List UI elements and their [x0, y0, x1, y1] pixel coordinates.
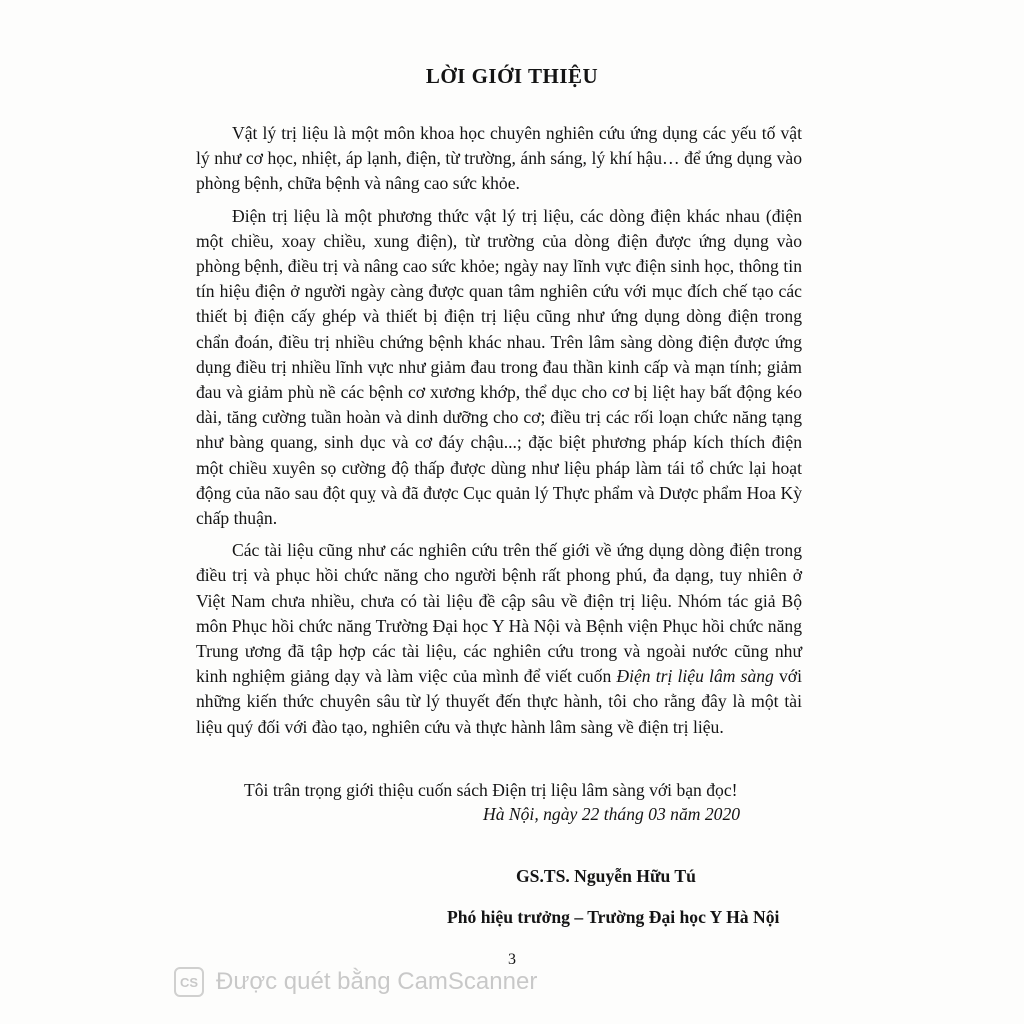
camscanner-watermark — [174, 966, 537, 998]
body-text — [196, 121, 802, 747]
signature-role: Phó hiệu trưởng – Trường Đại học Y Hà Nội — [447, 907, 780, 927]
paragraph-1: Vật lý trị liệu là một môn khoa học chuyên nghiên cứu ứng dụng các yếu tố vật lý như cơ học, nhiệt, áp lạnh, điện, từ trường, ánh sáng, lý khí hậu… để ứng dụng vào phòng bệnh, chữa bệnh và nâng cao sức khỏe. — [196, 123, 802, 194]
watermark-text: Được quét bằng CamScanner — [216, 968, 538, 995]
paragraph-3-part-2: với những kiến thức chuyên sâu từ lý thuyết đến thực hành, tôi cho rằng đây là một tài liệu quý đối với đào tạo, nghiên cứu và thực hành lâm sàng về điện trị liệu. — [196, 666, 802, 737]
book-title-italic: Điện trị liệu lâm sàng — [616, 666, 774, 687]
page-number: 3 — [508, 951, 516, 968]
paragraph-3 — [196, 538, 802, 740]
paragraph-2: Điện trị liệu là một phương thức vật lý trị liệu, các dòng điện khác nhau (điện một chiều, xoay chiều, xung điện), từ trường của dòng điện được ứng dụng vào phòng bệnh, điều trị và nâng cao sức khỏe; ngày nay lĩnh vực điện sinh học, thông tin tín hiệu điện ở người ngày càng được quan tâm nghiên cứu với mục đích chế tạo các thiết bị điện cấy ghép và thiết bị điện trị liệu cũng như ứng dụng dòng điện trong chẩn đoán, điều trị nhiều chứng bệnh khác nhau. Trên lâm sàng dòng điện được ứng dụng điều trị nhiều lĩnh vực như giảm đau trong đau thần kinh cấp và mạn tính; giảm đau và giảm phù nề các bệnh cơ xương khớp, thể dục cho cơ bị liệt hay bất động kéo dài, tăng cường tuần hoàn và dinh dưỡng cho cơ; điều trị các rối loạn chức năng tạng như bàng quang, sinh dục và cơ đáy chậu...; đặc biệt phương pháp kích thích điện một chiều xuyên sọ cường độ thấp được dùng như liệu pháp làm tái tổ chức lại hoạt động của não sau đột quỵ và đã được Cục quản lý Thực phẩm và Dược phẩm Hoa Kỳ chấp thuận. — [196, 205, 802, 529]
date-line: Hà Nội, ngày 22 tháng 03 năm 2020 — [483, 804, 741, 824]
paragraph-3-part-1: Các tài liệu cũng như các nghiên cứu trên thế giới về ứng dụng dòng điện trong điều trị và phục hồi chức năng cho người bệnh rất phong phú, đa dạng, tuy nhiên ở Việt Nam chưa nhiều, chưa có tài liệu đề cập sâu về điện trị liệu. Nhóm tác giả Bộ môn Phục hồi chức năng Trường Đại học Y Hà Nội và Bệnh viện Phục hồi chức năng Trung ương đã tập hợp các tài liệu, các nghiên cứu trong và ngoài nước cũng như kinh nghiệm giảng dạy và làm việc của mình để viết cuốn — [196, 540, 802, 687]
page-title: LỜI GIỚI THIỆU — [425, 64, 599, 88]
signature-name: GS.TS. Nguyễn Hữu Tú — [516, 866, 696, 886]
camscanner-logo-icon: CS — [174, 967, 204, 997]
closing-sentence: Tôi trân trọng giới thiệu cuốn sách Điện trị liệu lâm sàng với bạn đọc! — [244, 780, 738, 800]
